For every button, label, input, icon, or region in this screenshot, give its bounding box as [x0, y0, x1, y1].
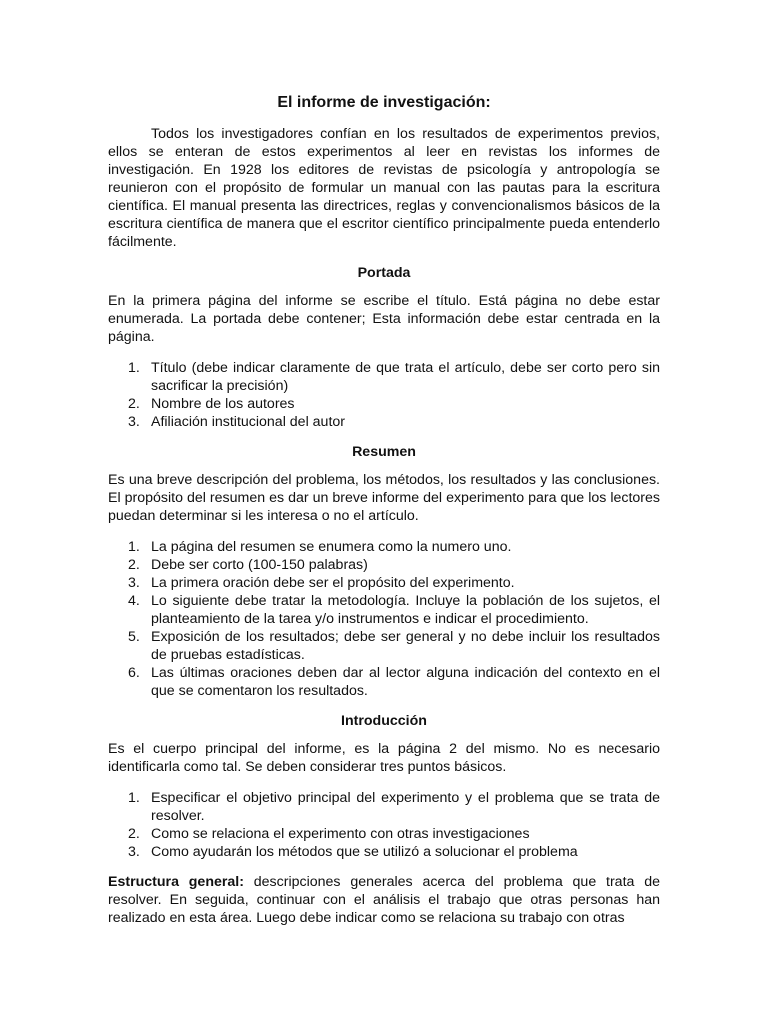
list-item — [108, 574, 660, 592]
list-number: 2. — [128, 396, 140, 412]
list-item — [108, 556, 660, 574]
list-item-text: Afiliación institucional del autor — [151, 414, 346, 430]
section-heading-introduccion: Introducción — [341, 713, 427, 729]
list-number: 1. — [128, 539, 140, 555]
introduccion-paragraph: Es el cuerpo principal del informe, es la página 2 del mismo. No es necesario identificarla como tal. Se deben considerar tres puntos básicos. — [108, 741, 660, 775]
list-number: 2. — [128, 826, 140, 842]
list-item — [108, 664, 660, 700]
list-item-text: La primera oración debe ser el propósito del experimento. — [151, 575, 515, 591]
portada-list — [108, 359, 660, 431]
estructura-text: descripciones generales acerca del problema que trata de resolver. En seguida, continuar con el análisis el trabajo que otras personas han realizado en esta área. Luego debe indicar como se relaciona su trabajo con otras — [108, 874, 660, 926]
intro-paragraph: Todos los investigadores confían en los resultados de experimentos previos, ellos se enteran de estos experimentos al leer en revistas los informes de investigación. En 1928 los editores de revistas de psicología y antropología se reunieron con el propósito de formular un manual con las pautas para la escritura científica. El manual presenta las directrices, reglas y convencionalismos básicos de la escritura científica de manera que el escritor científico principalmente pueda entenderlo fácilmente. — [108, 126, 660, 250]
list-item-text: Como se relaciona el experimento con otras investigaciones — [151, 826, 530, 842]
list-item — [108, 789, 660, 825]
list-item — [108, 538, 660, 556]
list-item — [108, 592, 660, 628]
section-heading-resumen: Resumen — [352, 444, 416, 460]
estructura-paragraph — [108, 873, 660, 927]
document-title: El informe de investigación: — [277, 94, 491, 111]
list-item-text: Exposición de los resultados; debe ser general y no debe incluir los resultados de pruebas estadísticas. — [151, 629, 660, 663]
list-number: 5. — [128, 629, 140, 645]
list-item — [108, 843, 660, 861]
resumen-paragraph: Es una breve descripción del problema, los métodos, los resultados y las conclusiones. El propósito del resumen es dar un breve informe del experimento para que los lectores puedan determinar si les interesa o no el artículo. — [108, 472, 660, 524]
list-item — [108, 825, 660, 843]
list-item-text: Especificar el objetivo principal del experimento y el problema que se trata de resolver. — [151, 790, 660, 824]
list-item — [108, 628, 660, 664]
list-item-text: Debe ser corto (100-150 palabras) — [151, 557, 368, 573]
list-item-text: Nombre de los autores — [151, 396, 295, 412]
list-item — [108, 395, 660, 413]
list-item — [108, 359, 660, 395]
list-number: 1. — [128, 790, 140, 806]
list-number: 1. — [128, 360, 140, 376]
list-number: 3. — [128, 575, 140, 591]
section-heading-portada: Portada — [357, 265, 411, 281]
list-item-text: La página del resumen se enumera como la numero uno. — [151, 539, 512, 555]
list-number: 3. — [128, 844, 140, 860]
list-number: 6. — [128, 665, 140, 681]
list-number: 3. — [128, 414, 140, 430]
list-number: 4. — [128, 593, 140, 609]
document-page — [108, 93, 660, 940]
list-item-text: Las últimas oraciones deben dar al lector alguna indicación del contexto en el que se comentaron los resultados. — [151, 665, 660, 699]
list-number: 2. — [128, 557, 140, 573]
estructura-label: Estructura general: — [108, 874, 244, 890]
list-item — [108, 413, 660, 431]
list-item-text: Como ayudarán los métodos que se utilizó a solucionar el problema — [151, 844, 578, 860]
resumen-list — [108, 538, 660, 700]
list-item-text: Lo siguiente debe tratar la metodología. Incluye la población de los sujetos, el planteamiento de la tarea y/o instrumentos e indicar el procedimiento. — [151, 593, 660, 627]
list-item-text: Título (debe indicar claramente de que trata el artículo, debe ser corto pero sin sacrificar la precisión) — [151, 360, 660, 394]
introduccion-list — [108, 789, 660, 861]
portada-paragraph: En la primera página del informe se escribe el título. Está página no debe estar enumerada. La portada debe contener; Esta información debe estar centrada en la página. — [108, 293, 660, 345]
